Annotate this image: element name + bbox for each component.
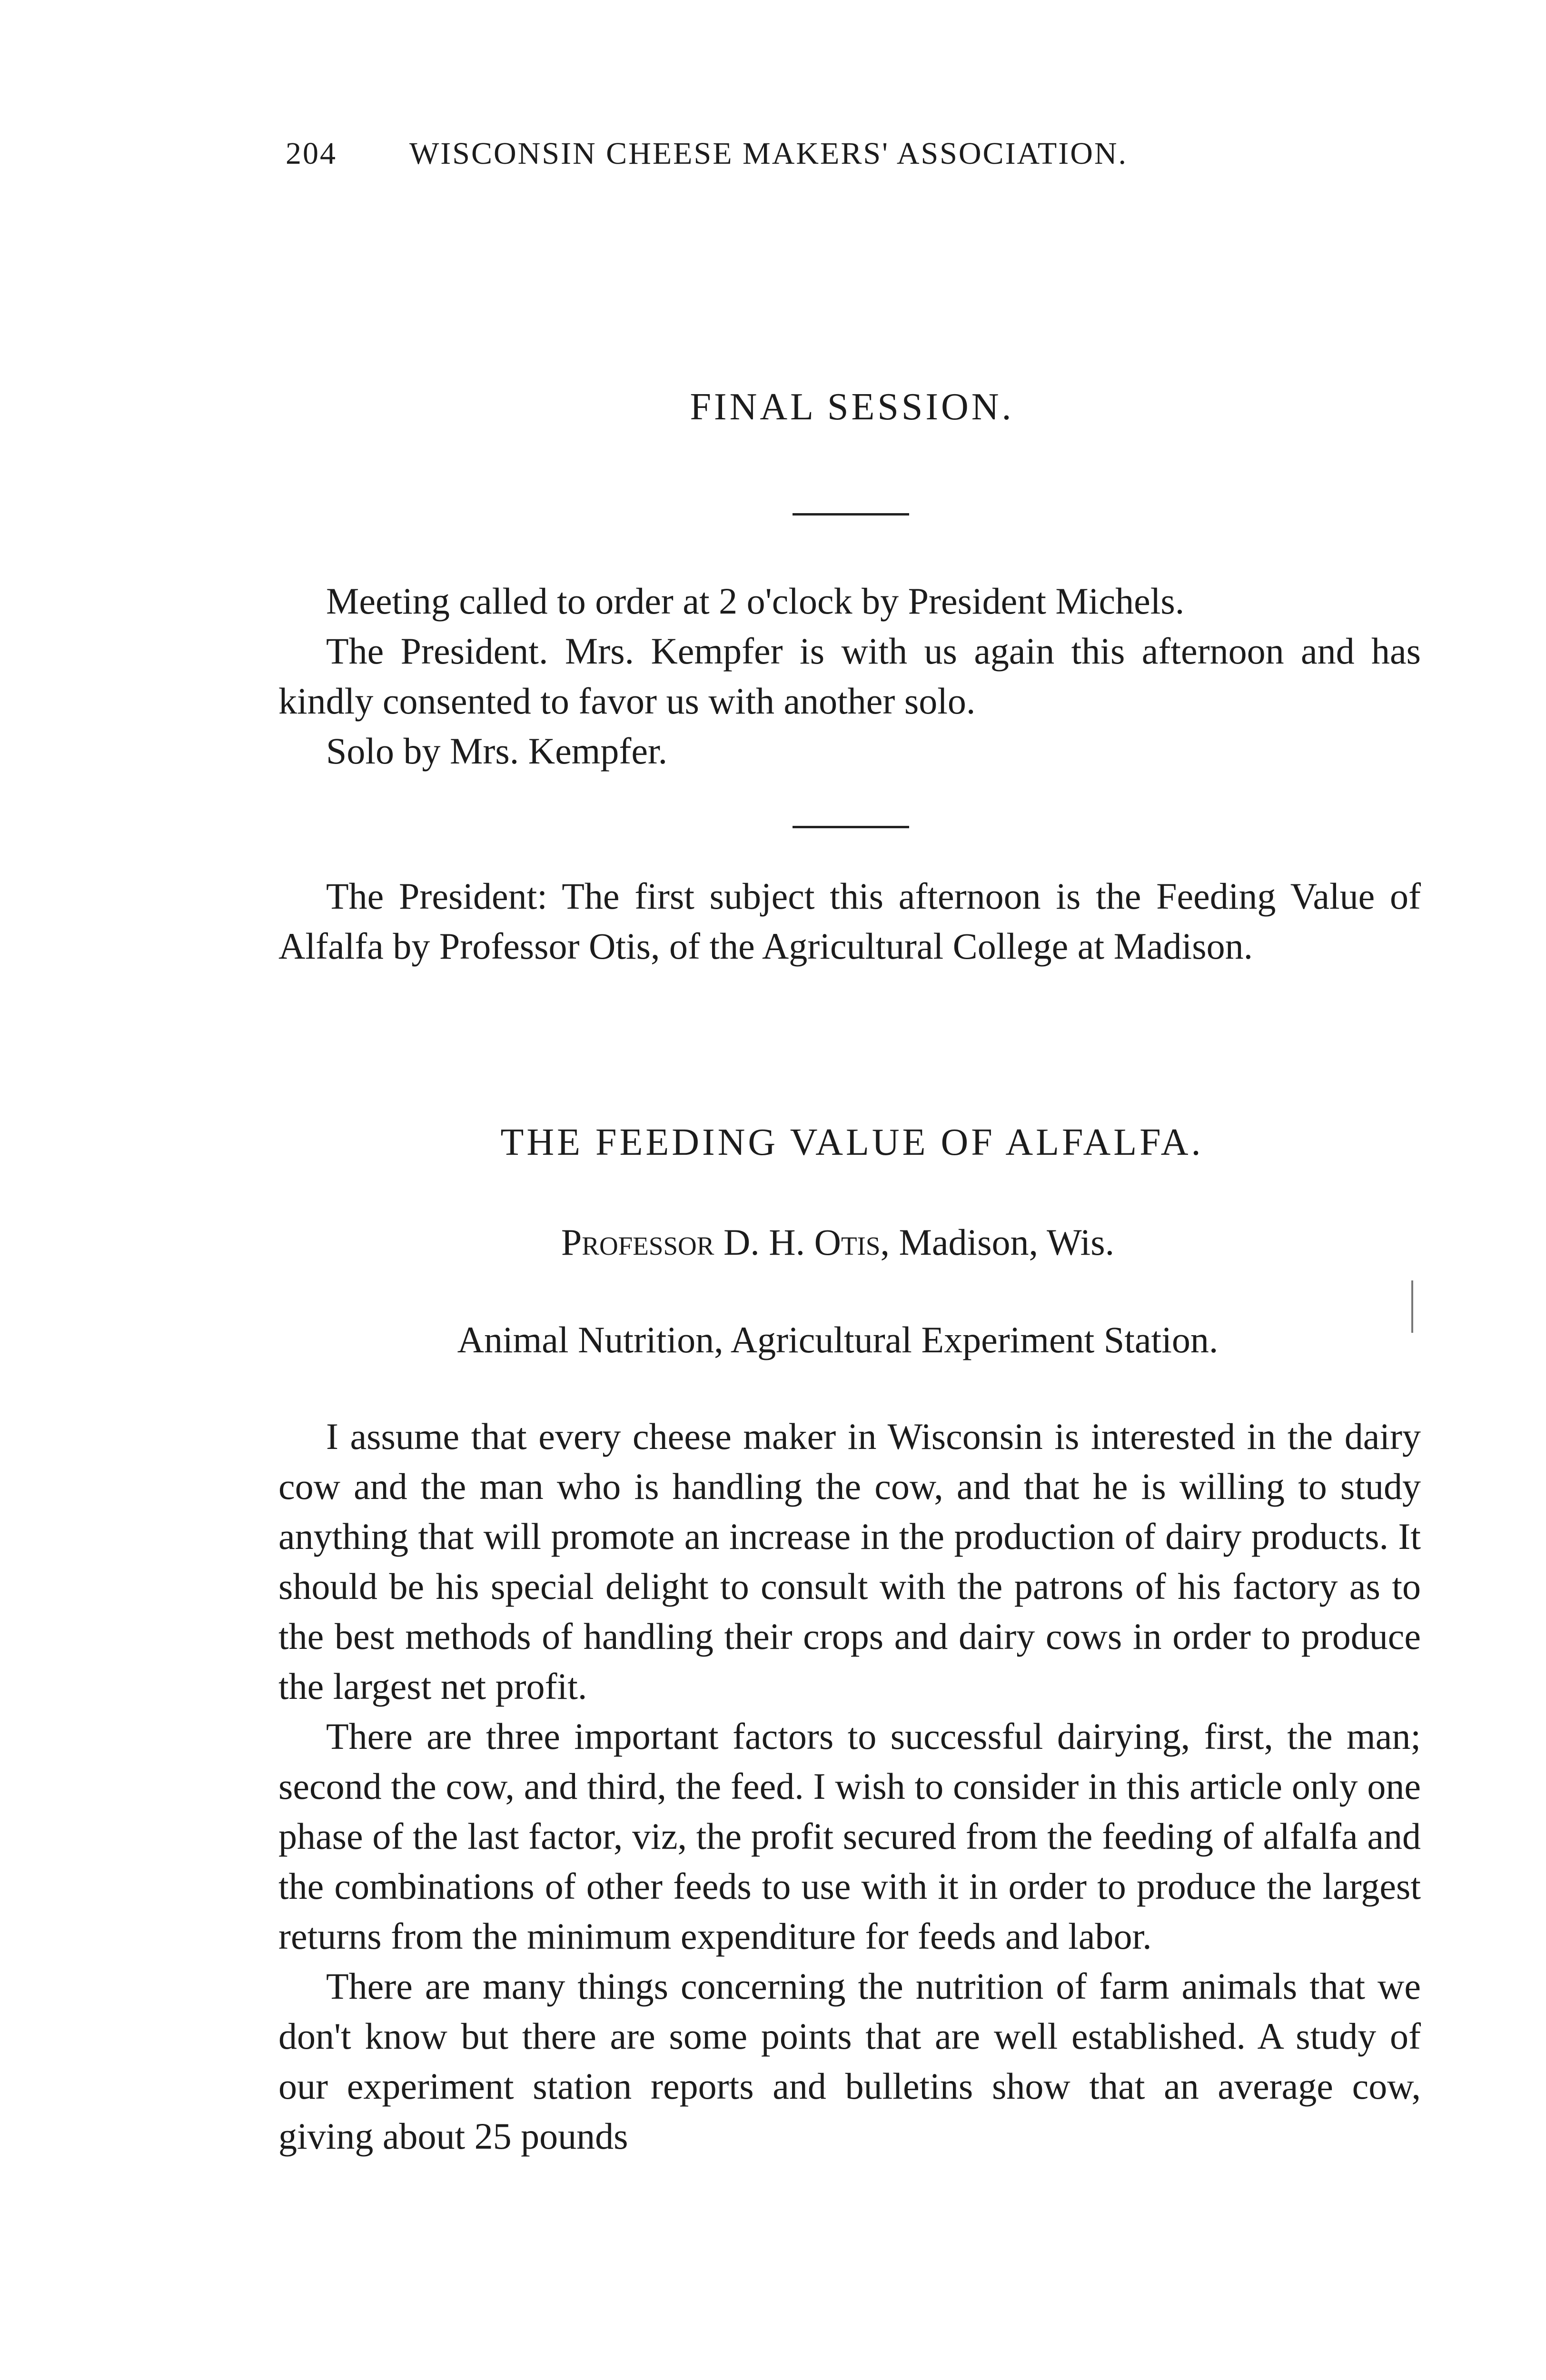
- introduction-paragraph: The President: The first subject this afternoon is the Feeding Value of Alfalfa by Professor Otis, of the Agricultural College at Madison.: [278, 875, 1421, 967]
- margin-mark: [1411, 1280, 1413, 1333]
- session-title: FINAL SESSION.: [690, 386, 1014, 428]
- article-body: [278, 1411, 1421, 2161]
- opening-paragraph: The President. Mrs. Kempfer is with us again this afternoon and has kindly consented to favor us with another solo.: [278, 630, 1421, 722]
- section-divider: [793, 826, 909, 828]
- opening-paragraph: Meeting called to order at 2 o'clock by President Michels.: [326, 580, 1185, 622]
- opening-block: [278, 576, 1421, 776]
- byline-surname: Otis,: [814, 1221, 890, 1263]
- byline-name: D. H.: [723, 1221, 805, 1263]
- article-byline: [267, 1221, 1409, 1264]
- body-paragraph: I assume that every cheese maker in Wisconsin is interested in the dairy cow and the man who is handling the cow, and that he is willing to study anything that will promote an increase in the production of dairy products. It should be his special delight to consult with the patrons of his factory as to the best methods of handling their crops and dairy cows in order to produce the largest net profit.: [278, 1416, 1421, 1707]
- body-paragraph: There are three important factors to successful dairying, first, the man; second the cow, and third, the feed. I wish to consider in this article only one phase of the last factor, viz, the profit secured from the feeding of alfalfa and the combinations of other feeds to use with it in order to produce the largest returns from the minimum expenditure for feeds and labor.: [278, 1716, 1421, 1957]
- byline-place: Madison, Wis.: [899, 1221, 1115, 1263]
- running-title: WISCONSIN CHEESE MAKERS' ASSOCIATION.: [409, 136, 1128, 171]
- body-paragraph: There are many things concerning the nutrition of farm animals that we don't know but there are some points that are well established. A study of our experiment station reports and bulletins show that an average cow, giving about 25 pounds: [278, 1965, 1421, 2157]
- page-number: 204: [286, 136, 337, 171]
- byline-title: Professor: [561, 1221, 714, 1263]
- article-title: THE FEEDING VALUE OF ALFALFA.: [500, 1121, 1204, 1163]
- section-divider: [793, 513, 909, 516]
- article-affiliation: Animal Nutrition, Agricultural Experiment Station.: [457, 1319, 1219, 1360]
- opening-paragraph: Solo by Mrs. Kempfer.: [326, 730, 668, 772]
- introduction-block: [278, 871, 1421, 971]
- running-header: [286, 136, 1266, 172]
